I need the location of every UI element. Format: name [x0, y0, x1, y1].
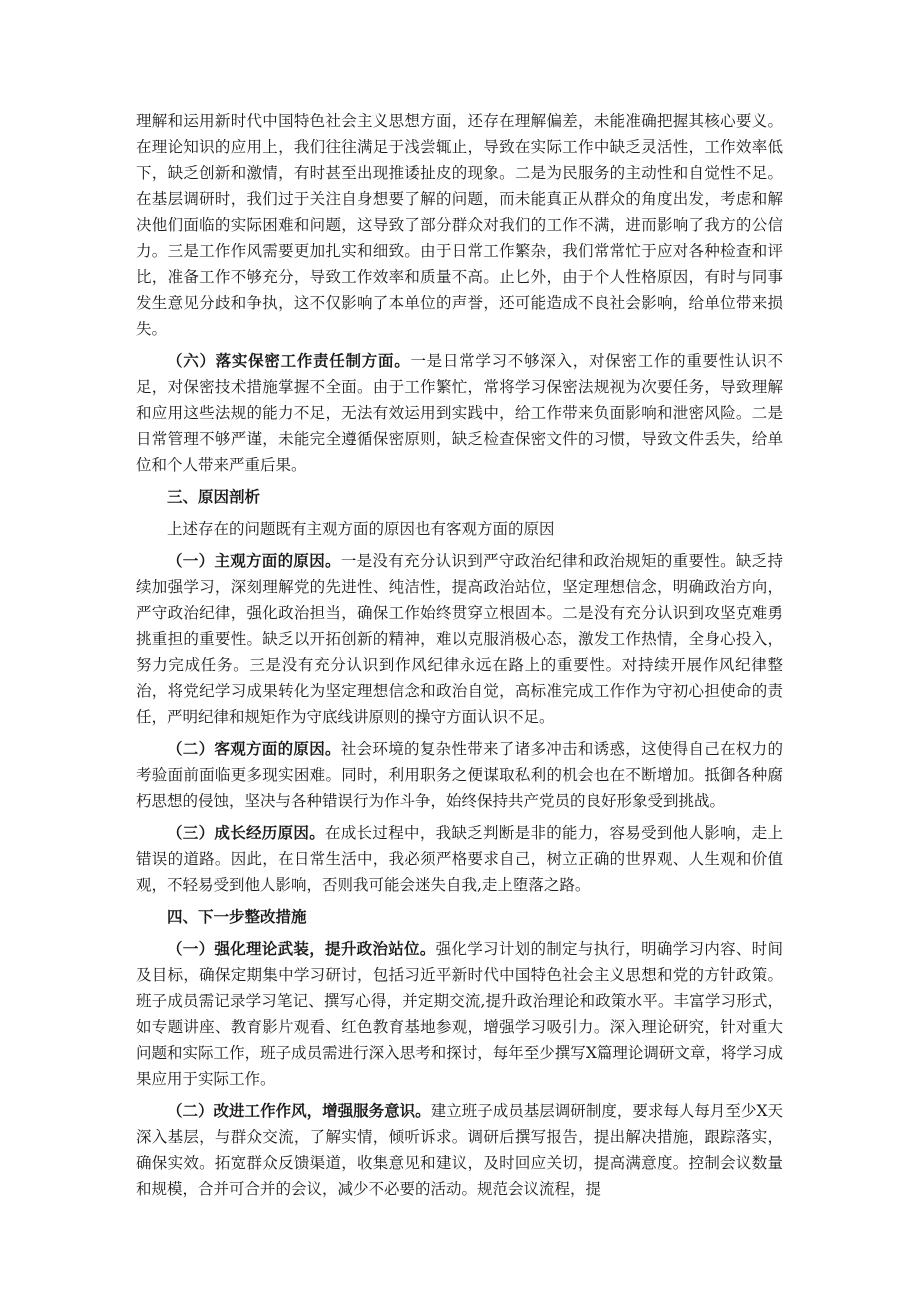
- paragraph-lead: （一）主观方面的原因。: [167, 551, 341, 570]
- paragraph-lead: （三）成长经历原因。: [167, 823, 326, 842]
- paragraph-objective-causes: [136, 736, 783, 814]
- paragraph-text: 强化学习计划的制定与执行，明确学习内容、时间及目标，确保定期集中学习研讨，包括习近平新时代中国特色社会主义思想和党的方针政策。班子成员需记录学习笔记、撰写心得，并定期交流,提升政治理论和政策水平。丰富学习形式，如专题讲座、教育影片观看、红色教育基地参观，增强学习吸引力。深入理论研究，针对重大问题和实际工作，班子成员需进行深入思考和探讨，每年至少撰写X篇理论调研文章，将学习成果应用于实际工作。: [136, 940, 783, 1088]
- paragraph-text: 建立班子成员基层调研制度，要求每人每月至少X天深入基层，与群众交流，了解实情，倾听诉求。调研后撰写报告，提出解决措施，跟踪落实，确保实效。拓宽群众反馈渠道，收集意见和建议，及时回应关切，提高满意度。控制会议数量和规模，合并可合并的会议，减少不必要的活动。规范会议流程，提: [136, 1102, 783, 1198]
- section-heading-cause-analysis: 三、原因剖析: [167, 487, 261, 506]
- paragraph-growth-causes: [136, 820, 783, 898]
- paragraph-text: 一是没有充分认识到严守政治纪律和政治规矩的重要性。缺乏持续加强学习，深刻理解党的先进性、纯洁性，提高政治站位，坚定理想信念，明确政治方向，严守政治纪律，强化政治担当，确保工作始终贯穿立根固本。二是没有充分认识到攻坚克难勇挑重担的重要性。缺乏以开拓创新的精神，难以克服消极心态，激发工作热情，全身心投入，努力完成任务。三是没有充分认识到作风纪律永远在路上的重要性。对持续开展作风纪律整治，将党纪学习成果转化为坚定理想信念和政治自觉，高标准完成工作作为守初心担使命的责任，严明纪律和规矩作为守底线讲原则的操守方面认识不足。: [136, 552, 783, 726]
- document-body: [136, 108, 783, 1208]
- paragraph-text: 社会环境的复杂性带来了诸多冲击和诱惑，这使得自己在权力的考验面前面临更多现实困难。同时，利用职务之便谋取私利的机会也在不断增加。抵御各种腐朽思想的侵蚀，坚决与各种错误行为作斗争，始终保持共产党员的良好形象受到挑战。: [136, 740, 783, 810]
- paragraph-lead: （二）客观方面的原因。: [167, 739, 341, 758]
- paragraph-text: 理解和运用新时代中国特色社会主义思想方面，还存在理解偏差，未能准确把握其核心要义。在理论知识的应用上，我们往往满足于浅尝辄止，导致在实际工作中缺乏灵活性，工作效率低下，缺乏创新和激情，有时甚至出现推诿扯皮的现象。二是为民服务的主动性和自觉性不足。在基层调研时，我们过于关注自身想要了解的问题，而未能真正从群众的角度出发，考虑和解决他们面临的实际困难和问题，这导致了部分群众对我们的工作不满，进而影响了我方的公信力。三是工作作风需要更加扎实和细致。由于日常工作繁杂，我们常常忙于应对各种检查和评比，准备工作不够充分，导致工作效率和质量不高。止匕外，由于个人性格原因，有时与同事发生意见分歧和争执，这不仅影响了本单位的声誉，还可能造成不良社会影响，给单位带来损失。: [136, 112, 783, 338]
- paragraph-continuation: [136, 108, 783, 342]
- section-intro: 上述存在的问题既有主观方面的原因也有客观方面的原因: [167, 520, 555, 538]
- paragraph-lead: （六）落实保密工作责任制方面。: [167, 351, 411, 370]
- paragraph-text: 在成长过程中，我缺乏判断是非的能力，容易受到他人影响，走上错误的道路。因此，在日常生活中，我必须严格要求自己，树立正确的世界观、人生观和价值观，不轻易受到他人影响，否则我可能会迷失自我,走上堕落之路。: [136, 824, 783, 894]
- paragraph-text: 一是日常学习不够深入，对保密工作的重要性认识不足，对保密技术措施掌握不全面。由于工作繁忙，常将学习保密法规视为次要任务，导致理解和应用这些法规的能力不足，无法有效运用到实践中，给工作带来负面影响和泄密风险。二是日常管理不够严谨，未能完全遵循保密原则，缺乏检查保密文件的习惯，导致文件丢失，给单位和个人带来严重后果。: [136, 352, 783, 474]
- paragraph-lead: （一）强化理论武装，提升政治站位。: [167, 939, 436, 958]
- section-heading-next-steps: 四、下一步整改措施: [167, 907, 307, 926]
- paragraph-subjective-causes: [136, 548, 783, 730]
- paragraph-work-style: [136, 1098, 783, 1202]
- paragraph-lead: （二）改进工作作风，增强服务意识。: [167, 1101, 431, 1120]
- paragraph-confidentiality: [136, 348, 783, 478]
- paragraph-theory-study: [136, 936, 783, 1092]
